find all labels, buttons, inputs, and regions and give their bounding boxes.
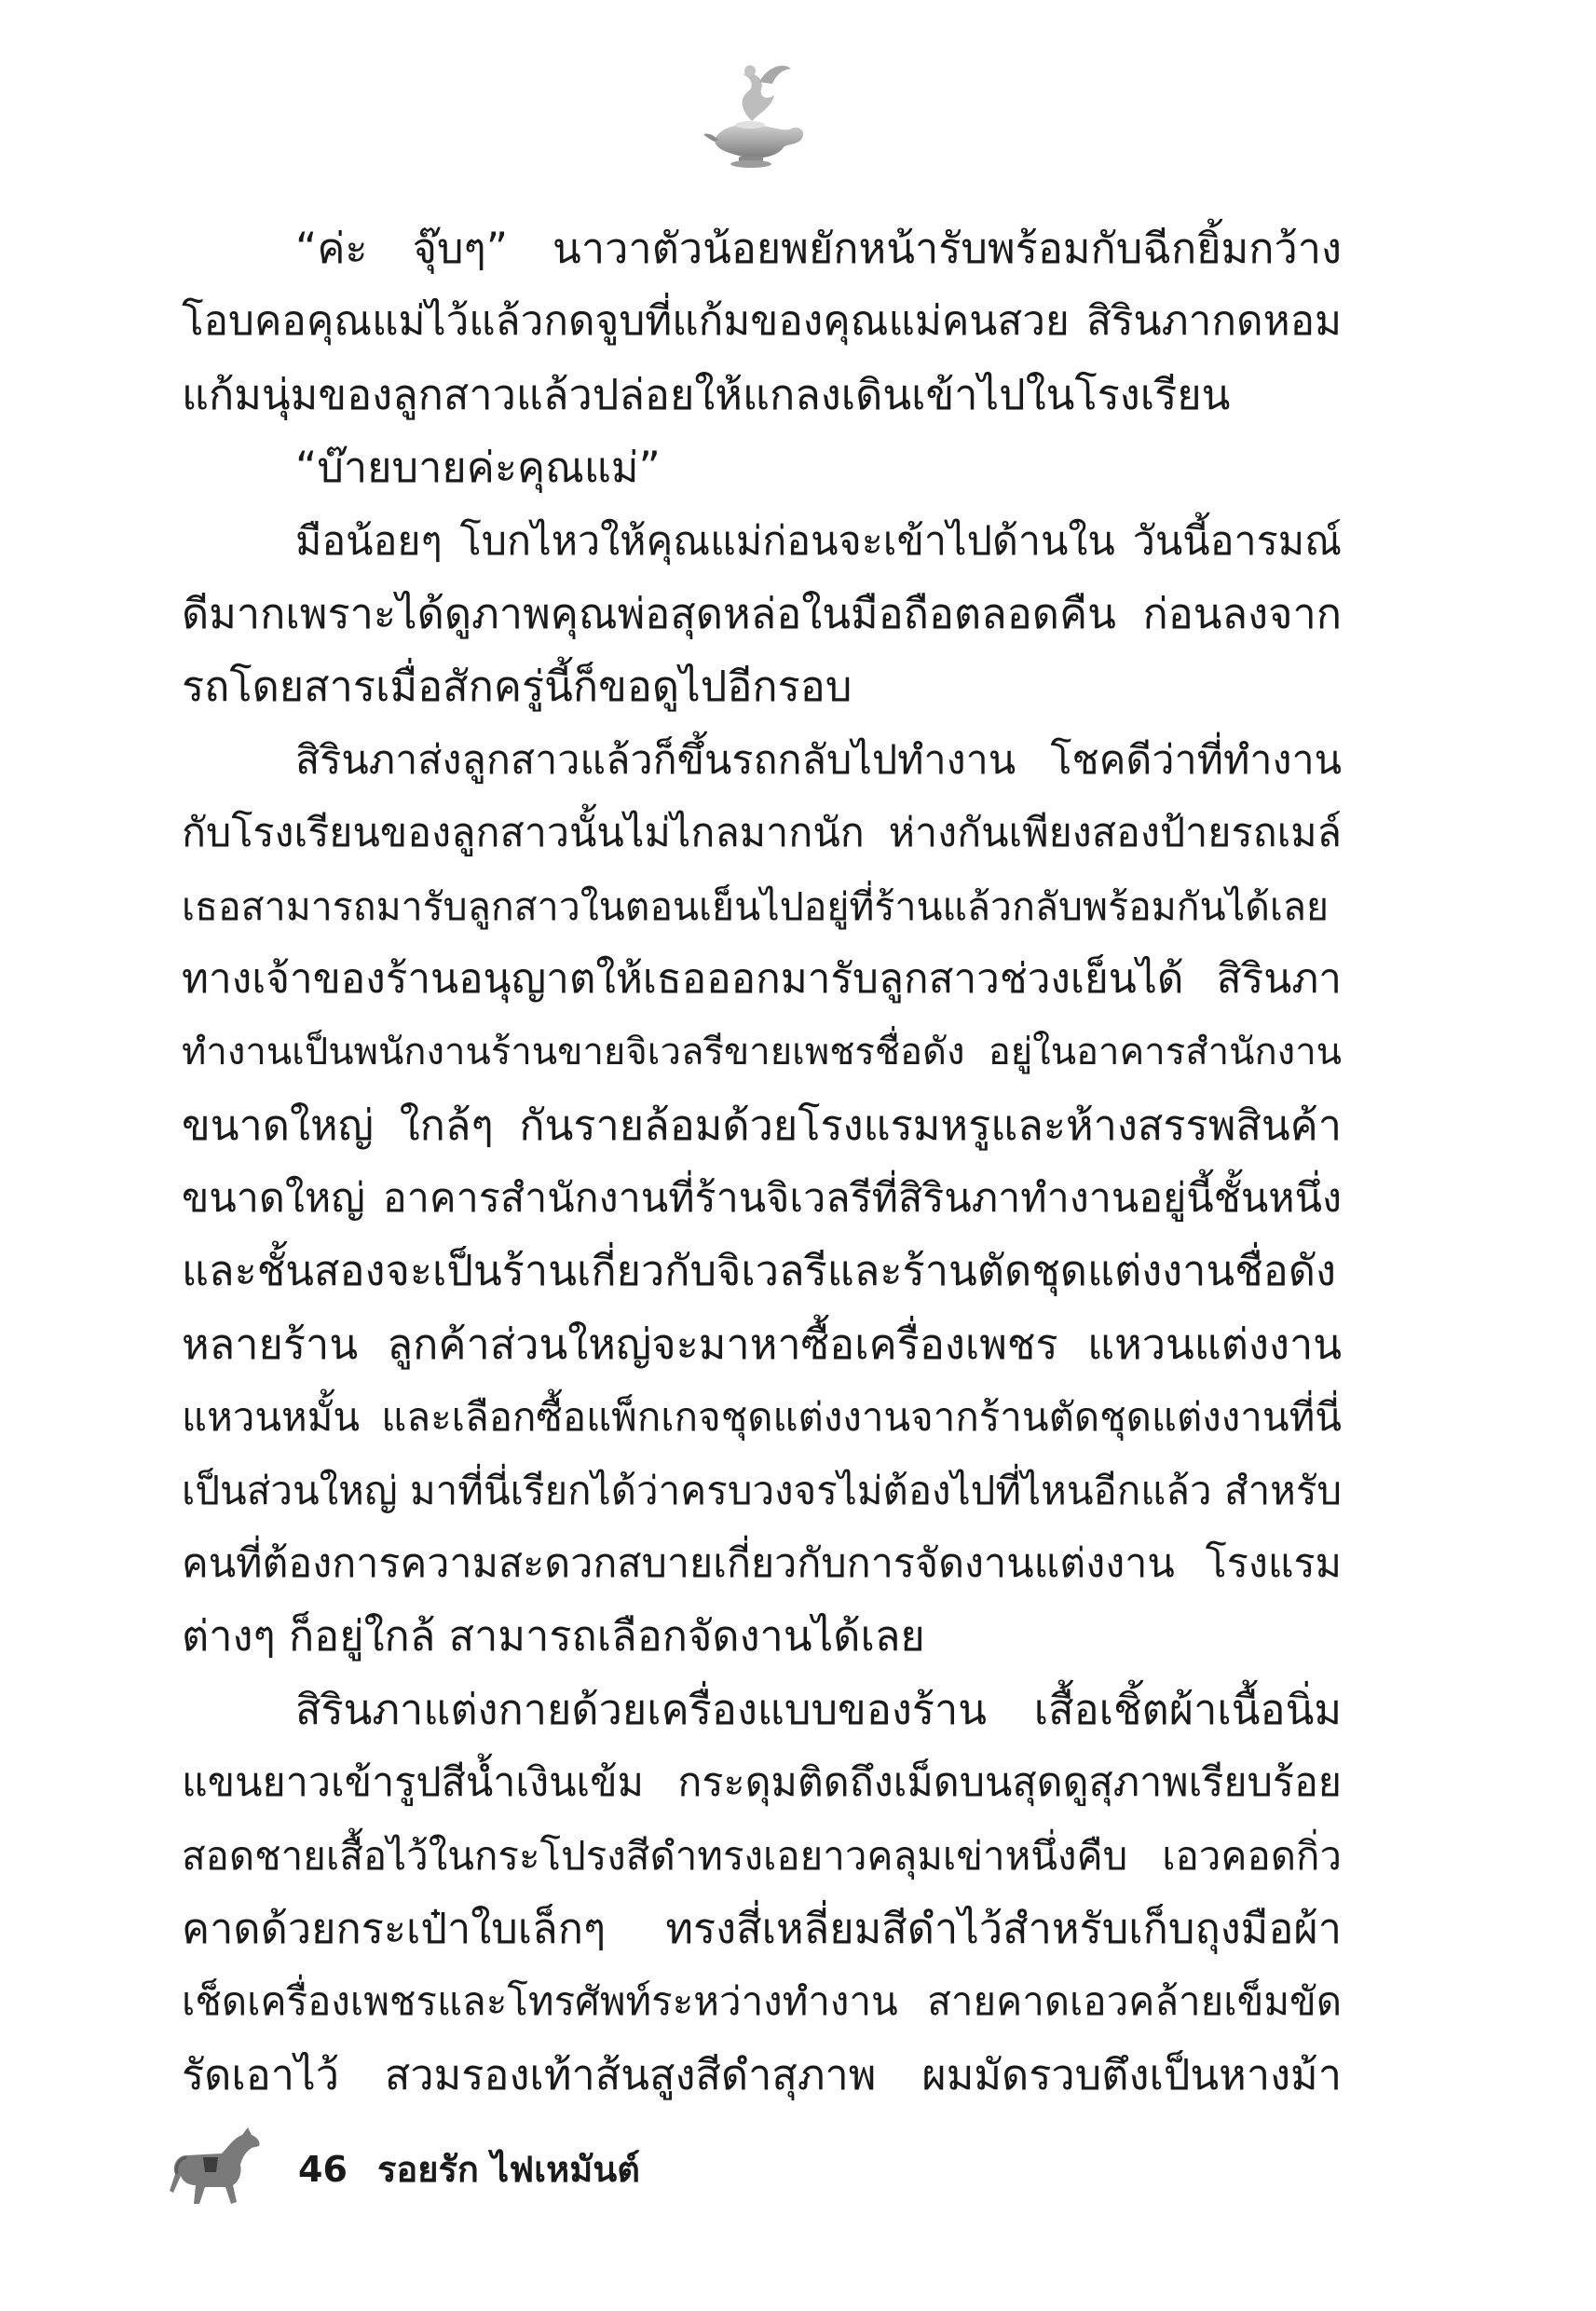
text-line: โอบคอคุณแม่ไว้แล้วกดจูบที่แก้มของคุณแม่คนสวย สิรินภากดหอม: [182, 297, 1342, 346]
text-line: สิรินภาส่งลูกสาวแล้วก็ขึ้นรถกลับไปทำงาน โชคดีว่าที่ทำงาน: [295, 736, 1342, 784]
horse-icon: [168, 2120, 266, 2208]
text-line: ขนาดใหญ่ อาคารสำนักงานที่ร้านจิเวลรีที่สิรินภาทำงานอยู่นี้ชั้นหนึ่ง: [182, 1175, 1342, 1223]
text-line: ทำงานเป็นพนักงานร้านขายจิเวลรีขายเพชรชื่อดัง อยู่ในอาคารสำนักงาน: [182, 1031, 1342, 1074]
text-line: “ค่ะ จุ๊บๆ” นาวาตัวน้อยพยักหน้ารับพร้อมกับฉีกยิ้มกว้าง: [295, 224, 1342, 273]
text-line: คาดด้วยกระเป๋าใบเล็กๆ ทรงสี่เหลี่ยมสีดำไว้สำหรับเก็บถุงมือผ้า: [182, 1903, 1342, 1953]
text-line: รถโดยสารเมื่อสักครู่นี้ก็ขอดูไปอีกรอบ: [182, 662, 853, 712]
text-line: แหวนหมั้น และเลือกซื้อแพ็กเกจชุดแต่งงานจากร้านตัดชุดแต่งงานที่นี่: [182, 1394, 1342, 1441]
text-line: หลายร้าน ลูกค้าส่วนใหญ่จะมาหาซื้อเครื่องเพชร แหวนแต่งงาน: [182, 1319, 1342, 1369]
text-line: มือน้อยๆ โบกไหวให้คุณแม่ก่อนจะเข้าไปด้านใน วันนี้อารมณ์: [295, 517, 1342, 565]
text-line: เช็ดเครื่องเพชรและโทรศัพท์ระหว่างทำงาน สายคาดเอวคล้ายเข็มขัด: [182, 1978, 1342, 2025]
text-line: สิรินภาแต่งกายด้วยเครื่องแบบของร้าน เสื้อเชิ้ตผ้าเนื้อนิ่ม: [295, 1684, 1342, 1734]
text-line: ต่างๆ ก็อยู่ใกล้ สามารถเลือกจัดงานได้เลย: [182, 1611, 925, 1661]
text-line: แขนยาวเข้ารูปสีน้ำเงินเข้ม กระดุมติดถึงเม็ดบนสุดดูสุภาพเรียบร้อย: [182, 1759, 1342, 1807]
page-number: 46: [298, 2149, 348, 2190]
text-line: ขนาดใหญ่ ใกล้ๆ กันรายล้อมด้วยโรงแรมหรูและห้างสรรพสินค้า: [182, 1100, 1342, 1150]
text-line: และชั้นสองจะเป็นร้านเกี่ยวกับจิเวลรีและร้านตัดชุดแต่งงานชื่อดัง: [182, 1246, 1336, 1296]
text-line: รัดเอาไว้ สวมรองเท้าส้นสูงสีดำสุภาพ ผมมัดรวบตึงเป็นหางม้า: [182, 2049, 1342, 2099]
book-title: รอยรัก ไฟเหมันต์: [377, 2149, 640, 2190]
text-line: เธอสามารถมารับลูกสาวในตอนเย็นไปอยู่ที่ร้านแล้วกลับพร้อมกันได้เลย: [182, 883, 1330, 929]
body-text: [182, 212, 1342, 2123]
page-footer: [168, 2120, 913, 2213]
genie-lamp-icon: [694, 54, 815, 175]
text-line: แก้มนุ่มของลูกสาวแล้วปล่อยให้แกลงเดินเข้าไปในโรงเรียน: [182, 369, 1231, 419]
text-line: คนที่ต้องการความสะดวกสบายเกี่ยวกับการจัดงานแต่งงาน โรงแรม: [182, 1540, 1342, 1588]
text-line: ทางเจ้าของร้านอนุญาตให้เธอออกมารับลูกสาวช่วงเย็นได้ สิรินภา: [182, 954, 1342, 1003]
text-line: กับโรงเรียนของลูกสาวนั้นไม่ไกลมากนัก ห่างกันเพียงสองป้ายรถเมล์: [182, 810, 1342, 857]
text-line: สอดชายเสื้อไว้ในกระโปรงสีดำทรงเอยาวคลุมเข่าหนึ่งคืบ เอวคอดกิ่ว: [182, 1832, 1342, 1879]
text-line: เป็นส่วนใหญ่ มาที่นี่เรียกได้ว่าครบวงจรไม่ต้องไปที่ไหนอีกแล้ว สำหรับ: [182, 1467, 1342, 1513]
text-line: “บ๊ายบายค่ะคุณแม่”: [295, 443, 661, 493]
text-line: ดีมากเพราะได้ดูภาพคุณพ่อสุดหล่อในมือถือตลอดคืน ก่อนลงจาก: [182, 588, 1342, 638]
